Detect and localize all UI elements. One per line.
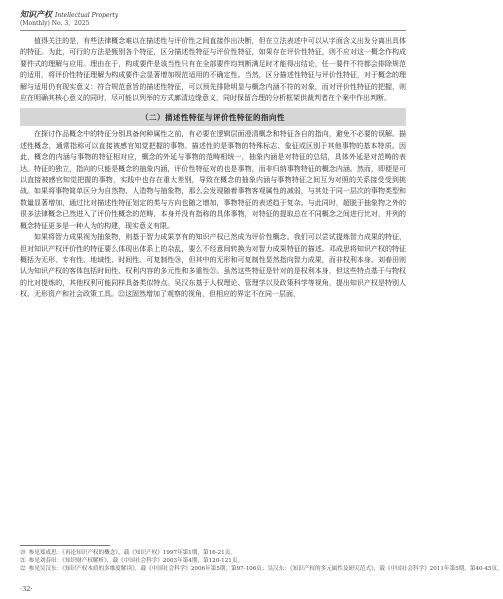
footnote: [20, 565, 503, 573]
footnote-text: 参见郑成思：《再论知识产权的概念》，载《知识产权》1997年第1期，第16-21页。: [28, 550, 236, 556]
section-heading-text: （二）描述性特征与评价性特征的指向性: [141, 112, 285, 122]
footnote-number: ㉑: [20, 558, 26, 565]
body-paragraph: 值得关注的是，有些法律概念难以在描述性与评价性之间直接作出决断，但在立法表述中可以从字面含义出发分离出具体的特征。为此，可行的方法是甄别各个特征，区分描述性特征与评价性特征，如果存在评价性特征，则不应对这一概念作构成要件式的理解与应用。理由在于，构成要件是该当性只有在全部要件均判断满足时才能得出结论，任一要件不符都会排除规范的适用，将评价性特征理解为构成要件会显著增加规范适用的不确定性。当然，区分描述性特征与评价性特征，对于概念的理解与适用仍有现实意义：符合规范意旨的描述性特征，可以预先排除明显与概念内涵不符的对象，而对评价性特征的把握，则应在明确其核心意义的同时，尽可能以列举的方式廓清边缘意义，同时保留合理的分析框架供裁判者在个案中作出判断。: [20, 37, 406, 103]
article-body: [20, 36, 406, 301]
footnote: [20, 549, 406, 557]
footnotes: [20, 549, 503, 574]
issue-label: (Monthly) No. 3，2025: [20, 20, 90, 27]
header-divider: [20, 30, 406, 31]
body-paragraph: 如果将智力成果视为抽象物，则基于智力成果享有的知识产权已然成为评价性概念。我们可以尝试提炼智力成果的特征，但对知识产权评价性的特征要么体现出体系上的杂乱，要么不经意间转换为对智力成果特征的描述。邓成思将知识产权的特征概括为无形、专有性、地域性、时间性、可复制性⑳，但其中的无形和可复制性显然指向智力成果，而非权利本身。刘春田则认为知识产权的客体包括时间性、权利内容的多元性和多重性㉑。虽然这些特征是针对的是权利本身，但这些特点基于与物权的比对提炼的，其他权利可能同样具备类似特点。吴汉东基于人权理论、管理学以及政策科学等视角，提出知识产权是特别人权、无形资产和社会政策工具。㉒这固然增加了观察的视角，但相应的界定不在同一层面，: [20, 233, 406, 299]
body-paragraph: 在探讨作品概念中的特征分别具备何种属性之前，有必要在逻辑层面澄清概念和特征各自的指向，避免不必要的误解。描述性概念，通常指称可以直接被感官知觉把握的事物。描述性的是事物的特殊标志、象征或区别于其他事物的基本特质。因此，概念的内涵与事物的特征相对应，概念的外延与事物的范畴相统一，抽象内涵是对特征的总结，具体外延是对范畴的表达。特征的独立，指向的只能是概念的抽象内涵，评价性特征对的也是事物，而非归纳事物特征的概念内涵。然而，即便是可以直接被感官知觉把握的事物，实践中也存在重大差别，导致在概念的抽象内涵与事物特征之间互为对照的关系接受受到挑战。如果将事物简单区分为自然物、人造物与抽象物，那么会发现随着事物客观属性的减弱，与其处于同一层次的事物类型和数量显著增加，通过比对描述性特征划定的类与方向也随之增加，事物特征的表述趋于复杂。与此同时，超脱于抽象物之外的很多法律概念已然进入了评价性概念的范畴，本身并没有指称的具体事物，对特征的提取总在不同概念之间进行比对，并列的概念特征更多是一种人为的构建，现实意义有限。: [20, 130, 406, 230]
footnote-number: ㉒: [20, 566, 26, 573]
journal-header: [20, 10, 410, 28]
journal-title-en: Intellectual Property: [55, 12, 119, 19]
section-heading: [20, 108, 406, 126]
page-number: ·32·: [20, 585, 33, 593]
footnote-text: 参见吴汉东：《知识产权本质的多维度解读》，载《中国社会科学》2006年第5期，第97-106页；吴汉东：《知识产权的多元属性及研究范式》，载《中国社会科学》2011年第5期，第40-45页。: [28, 566, 503, 573]
footnote-divider: [20, 545, 110, 546]
journal-title-cn: 知识产权: [20, 9, 52, 19]
footnote: [20, 557, 406, 565]
footnote-text: 参见刘春田：《知识财产权解析》，载《中国社会科学》2003年第4期，第120-121页。: [28, 558, 244, 565]
journal-title-line: [20, 10, 410, 20]
footnote-number: ⑳: [20, 550, 26, 556]
